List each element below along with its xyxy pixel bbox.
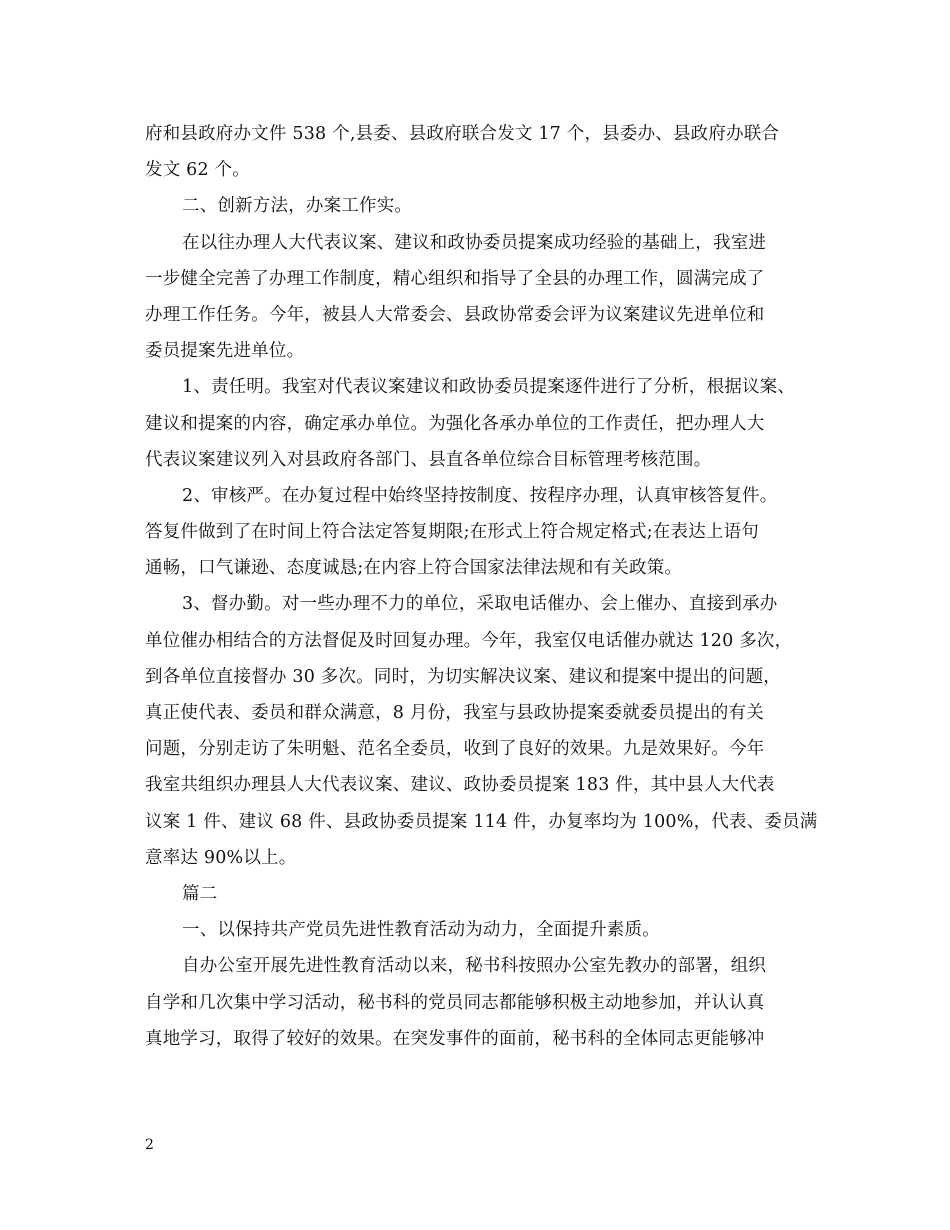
text-line: 我室共组织办理县人大代表议案、建议、政协委员提案 183 件，其中县人大代表 xyxy=(145,775,775,796)
text-line: 通畅，口气谦逊、态度诚恳;在内容上符合国家法律法规和有关政策。 xyxy=(145,558,683,579)
text-line: 办理工作任务。今年，被县人大常委会、县政协常委会评为议案建议先进单位和 xyxy=(145,304,765,325)
text-line: 自学和几次集中学习活动，秘书科的党员同志都能够积极主动地参加，并认认真 xyxy=(145,992,765,1013)
text-line: 意率达 90%以上。 xyxy=(145,847,297,868)
text-line: 府和县政府办文件 538 个,县委、县政府联合发文 17 个，县委办、县政府办联合 xyxy=(145,124,780,144)
text-line: 1、责任明。我室对代表议案建议和政协委员提案逐件进行了分析，根据议案、 xyxy=(182,377,796,398)
text-line: 真地学习，取得了较好的效果。在突发事件的面前，秘书科的全体同志更能够冲 xyxy=(145,1028,765,1049)
text-line: 委员提案先进单位。 xyxy=(145,341,305,362)
text-line: 一、以保持共产党员先进性教育活动为动力，全面提升素质。 xyxy=(182,920,660,941)
text-line: 篇二 xyxy=(182,883,218,904)
text-line: 到各单位直接督办 30 多次。同时，为切实解决议案、建议和提案中提出的问题， xyxy=(145,666,781,687)
text-line: 单位催办相结合的方法督促及时回复办理。今年，我室仅电话催办就达 120 多次， xyxy=(145,630,793,651)
text-line: 发文 62 个。 xyxy=(145,160,250,181)
text-line: 答复件做到了在时间上符合法定答复期限;在形式上符合规定格式;在表达上语句 xyxy=(145,522,759,543)
page-number: 2 xyxy=(145,1137,154,1153)
text-line: 自办公室开展先进性教育活动以来，秘书科按照办公室先教办的部署，组织 xyxy=(182,956,767,977)
text-line: 真正使代表、委员和群众满意，8 月份，我室与县政协提案委就委员提出的有关 xyxy=(145,703,764,723)
text-line: 代表议案建议列入对县政府各部门、县直各单位综合目标管理考核范围。 xyxy=(145,449,712,470)
text-line: 建议和提案的内容，确定承办单位。为强化各承办单位的工作责任，把办理人大 xyxy=(145,413,765,434)
text-line: 议案 1 件、建议 68 件、县政协委员提案 114 件，办复率均为 100%，代表、委员满 xyxy=(145,811,818,832)
text-line: 问题，分别走访了朱明魁、范名全委员，收到了良好的效果。九是效果好。今年 xyxy=(145,739,765,760)
text-line: 二、创新方法，办案工作实。 xyxy=(182,196,413,217)
document-body xyxy=(145,116,825,1057)
text-line: 3、督办勤。对一些办理不力的单位，采取电话催办、会上催办、直接到承办 xyxy=(182,594,778,615)
text-line: 在以往办理人大代表议案、建议和政协委员提案成功经验的基础上，我室进 xyxy=(182,232,767,253)
text-line: 一步健全完善了办理工作制度，精心组织和指导了全县的办理工作，圆满完成了 xyxy=(145,268,765,289)
text-line: 2、审核严。在办复过程中始终坚持按制度、按程序办理，认真审核答复件。 xyxy=(182,485,778,506)
